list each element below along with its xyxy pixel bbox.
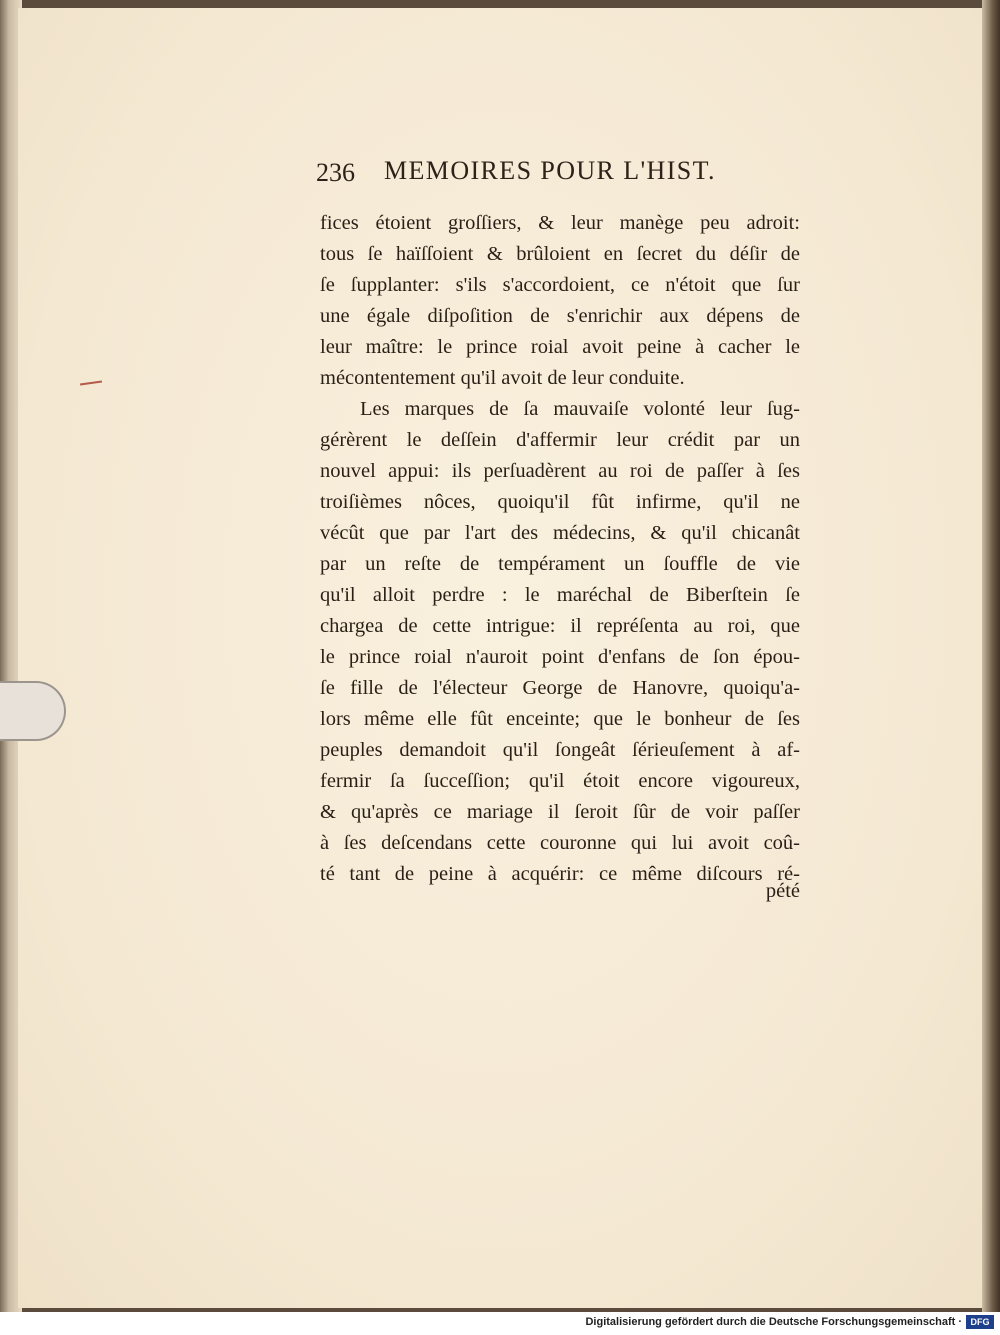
text-line: peuples demandoit qu'il ſongeât ſérieuſement à af- <box>320 739 800 761</box>
running-title: MEMOIRES POUR L'HIST. <box>384 156 716 185</box>
text-line: troiſièmes nôces, quoiqu'il fût infirme, qu'il ne <box>320 491 800 513</box>
text-line: gérèrent le deſſein d'affermir leur crédit par un <box>320 429 800 451</box>
text-line: lors même elle fût enceinte; que le bonheur de ſes <box>320 708 800 730</box>
text-line: Les marques de ſa mauvaiſe volonté leur ſug- <box>360 398 800 420</box>
text-line: le prince roial n'auroit point d'enfans de ſon épou- <box>320 646 800 668</box>
text-line: tous ſe haïſſoient & brûloient en ſecret du déſir de <box>320 243 800 265</box>
funding-credit: Digitalisierung gefördert durch die Deutsche Forschungsgemeinschaft · <box>585 1316 962 1328</box>
page-clip <box>0 681 66 741</box>
text-line: à ſes deſcendans cette couronne qui lui avoit coû- <box>320 832 800 854</box>
dfg-logo-icon: DFG <box>966 1315 994 1329</box>
page-header <box>316 156 806 196</box>
text-line: ſe fille de l'électeur George de Hanovre, quoiqu'a- <box>320 677 800 699</box>
text-line: fices étoient groſſiers, & leur manège peu adroit: <box>320 212 800 234</box>
text-line: mécontentement qu'il avoit de leur conduite. <box>320 367 685 389</box>
text-line: ſe ſupplanter: s'ils s'accordoient, ce n'étoit que ſur <box>320 274 800 296</box>
page-number: 236 <box>316 158 355 187</box>
text-line: & qu'après ce mariage il ſeroit ſûr de voir paſſer <box>320 801 800 823</box>
body-text <box>320 208 800 890</box>
text-line: té tant de peine à acquérir: ce même diſcours ré- <box>320 863 800 885</box>
book-edge-right <box>982 0 1000 1312</box>
text-line: qu'il alloit perdre : le maréchal de Biberſtein ſe <box>320 584 800 606</box>
catchword: pété <box>765 880 800 902</box>
text-line: vécût que par l'art des médecins, & qu'il chicanât <box>320 522 800 544</box>
text-line: leur maître: le prince roial avoit peine à cacher le <box>320 336 800 358</box>
text-line: par un reſte de tempérament un ſouffle de vie <box>320 553 800 575</box>
text-line: nouvel appui: ils perſuadèrent au roi de paſſer à ſes <box>320 460 800 482</box>
text-line: une égale diſpoſition de s'enrichir aux dépens de <box>320 305 800 327</box>
text-line: fermir ſa ſucceſſion; qu'il étoit encore vigoureux, <box>320 770 800 792</box>
text-line: chargea de cette intrigue: il repréſenta au roi, que <box>320 615 800 637</box>
